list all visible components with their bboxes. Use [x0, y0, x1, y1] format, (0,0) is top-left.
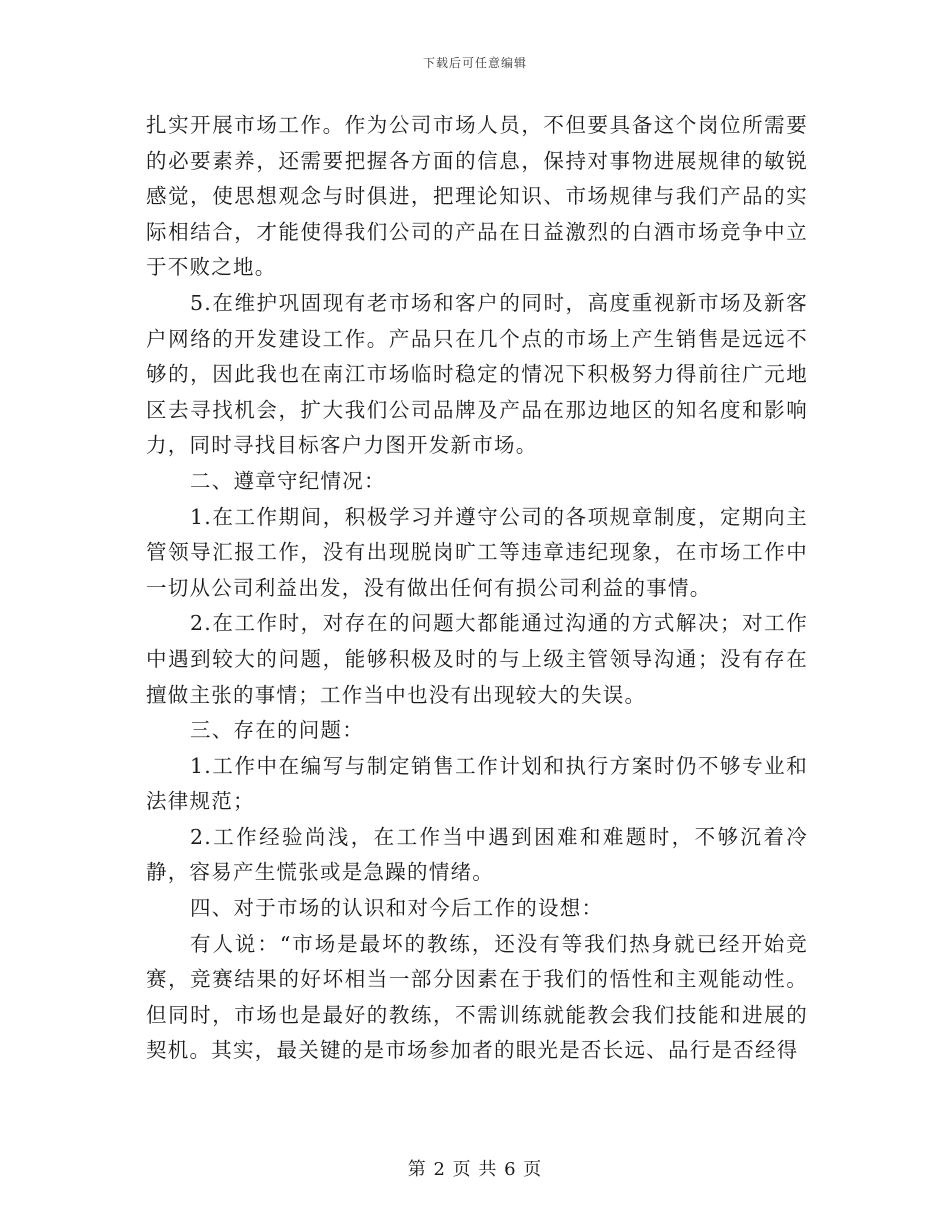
paragraph: 扎实开展市场工作。作为公司市场人员，不但要具备这个岗位所需要的必要素养，还需要把握各方面的信息，保持对事物进展规律的敏锐感觉，使思想观念与时俱进，把理论知识、市场规律与我们产品的实际相结合，才能使得我们公司的产品在日益激烈的白酒市场竞争中立于不败之地。 — [146, 113, 808, 280]
section-heading: 四、对于市场的认识和对今后工作的设想： — [190, 896, 604, 921]
paragraph: 2.工作经验尚浅，在工作当中遇到困难和难题时，不够沉着冷静，容易产生慌张或是急躁的情绪。 — [146, 824, 808, 885]
paragraph: 2.在工作时，对存在的问题大都能通过沟通的方式解决；对工作中遇到较大的问题，能够积极及时的与上级主管领导沟通；没有存在擅做主张的事情；工作当中也没有出现较大的失误。 — [146, 611, 808, 707]
page-header: 下载后可任意编辑 — [422, 56, 527, 70]
paragraph: 有人说：“市场是最坏的教练，还没有等我们热身就已经开始竞赛，竞赛结果的好坏相当一部分因素在于我们的悟性和主观能动性。但同时，市场也是最好的教练，不需训练就能教会我们技能和进展的契机。其实，最关键的是市场参加者的眼光是否长远、品行是否经得 — [146, 931, 808, 1063]
section-heading: 三、存在的问题： — [190, 718, 364, 743]
paragraph: 1.工作中在编写与制定销售工作计划和执行方案时仍不够专业和法律规范； — [146, 753, 808, 814]
document-body — [146, 108, 808, 1069]
paragraph: 5.在维护巩固现有老市场和客户的同时，高度重视新市场及新客户网络的开发建设工作。产品只在几个点的市场上产生销售是远远不够的，因此我也在南江市场临时稳定的情况下积极努力得前往广元地区去寻找机会，扩大我们公司品牌及产品在那边地区的知名度和影响力，同时寻找目标客户力图开发新市场。 — [146, 290, 808, 458]
paragraph: 1.在工作期间，积极学习并遵守公司的各项规章制度，定期向主管领导汇报工作，没有出现脱岗旷工等违章违纪现象，在市场工作中一切从公司利益出发，没有做出任何有损公司利益的事情。 — [146, 504, 808, 600]
section-heading: 二、遵章守纪情况： — [190, 468, 386, 493]
page-footer: 第 2 页 共 6 页 — [407, 1159, 543, 1180]
